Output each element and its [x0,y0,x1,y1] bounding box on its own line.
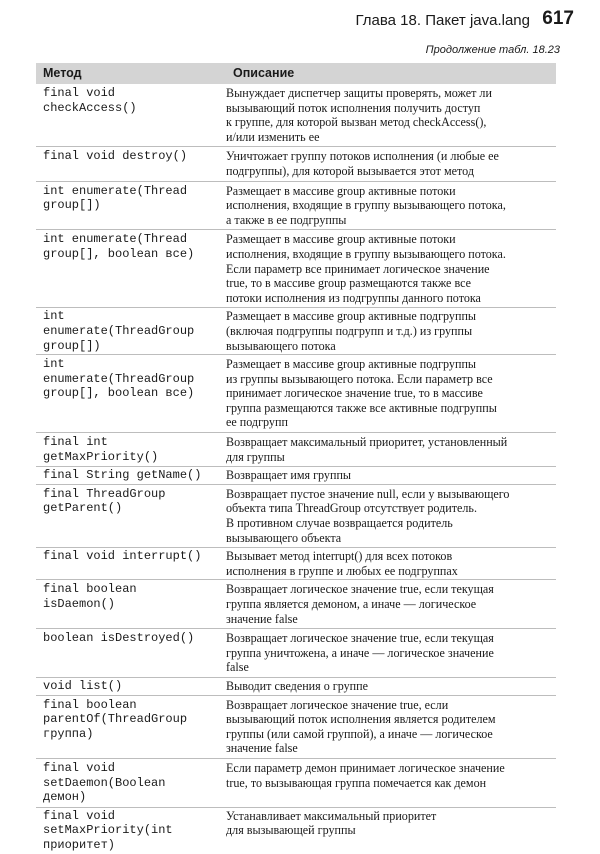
description-line: Устанавливает максимальный приоритет [226,808,437,823]
table-row [36,629,556,678]
method-line: final boolean [43,582,137,597]
description-line: Вынуждает диспетчер защиты проверять, может ли [226,86,492,100]
method-line: final int [43,435,108,450]
method-signature [36,631,226,675]
method-description [226,149,556,178]
method-line: setMaxPriority(int [43,823,173,838]
table-row [36,147,556,181]
description-line: объекта типа ThreadGroup отсутствует родитель. [226,501,477,516]
table-row [36,485,556,548]
description-line: (включая подгруппы подгрупп и т.д.) из группы [226,323,473,338]
description-line: Возвращает пустое значение null, если у вызывающего [226,486,510,501]
description-line: для группы [226,449,285,464]
description-line: группа уничтожена, а иначе — логическое значение [226,645,494,660]
method-line: getParent() [43,501,123,516]
description-line: подгруппы), для которой вызывается этот метод [226,163,474,178]
method-description [226,809,556,853]
description-line: Вызывает метод interrupt() для всех потоков [226,549,453,564]
method-line: final void [43,808,116,823]
method-line: void list() [43,678,123,693]
method-description [226,232,556,305]
method-signature [36,435,226,464]
method-description [226,468,556,483]
description-line: true, то в массиве group размещаются также все [226,276,471,291]
method-signature [36,184,226,228]
description-line: потоки исполнения из подгруппы данного потока [226,290,481,305]
table-row [36,182,556,231]
method-line: final ThreadGroup [43,486,166,501]
method-line: группа) [43,726,94,741]
method-signature [36,232,226,305]
method-signature [36,357,226,430]
method-signature [36,487,226,545]
method-line: int enumerate(Thread [43,232,188,247]
method-line: isDaemon() [43,597,116,611]
method-line: int [43,357,65,372]
description-line: из группы вызывающего потока. Если параметр все [226,371,493,386]
method-line: final void destroy() [43,149,188,164]
method-line: final void [43,760,116,775]
description-line: исполнения, входящие в группу вызывающего потока. [226,246,506,261]
description-line: В противном случае возвращается родитель [226,516,453,531]
description-line: Выводит сведения о группе [226,678,368,693]
description-line: Возвращает логическое значение true, если [226,697,449,712]
method-signature [36,549,226,578]
description-line: исполнения, входящие в группу вызывающего потока, [226,198,506,213]
table-row [36,308,556,355]
method-description [226,679,556,694]
description-line: значение false [226,741,298,756]
description-line: Возвращает максимальный приоритет, установленный [226,435,508,450]
table-row [36,355,556,433]
table-row [36,678,556,696]
column-header-method: Метод [43,66,82,80]
method-signature [36,149,226,178]
method-line: group[], boolean все) [43,246,195,261]
description-line: Размещает в массиве group активные потоки [226,232,456,247]
method-line: boolean isDestroyed() [43,631,195,646]
description-line: исполнения в группе и любых ее подгруппах [226,563,458,578]
table-row [36,759,556,808]
column-header-description: Описание [233,66,295,80]
description-line: Размещает в массиве group активные подгруппы [226,309,477,324]
method-description [226,698,556,756]
description-line: Если параметр демон принимает логическое значение [226,760,505,775]
description-line: к группе, для которой вызван метод checkAccess(), [226,115,487,130]
description-line: принимает логическое значение true, то в массиве [226,386,483,401]
table-row [36,548,556,580]
method-line: final String getName() [43,468,202,483]
description-line: для вызывающей группы [226,823,356,838]
method-description [226,549,556,578]
table-continuation-note: Продолжение табл. 18.23 [425,44,560,56]
table-row [36,467,556,485]
method-line: getMaxPriority() [43,449,159,464]
table-row [36,433,556,467]
description-line: false [226,660,249,675]
method-description [226,357,556,430]
description-line: вызывающий поток исполнения получить доступ [226,100,481,115]
method-description [226,631,556,675]
method-line: final boolean [43,697,137,712]
method-line: int [43,309,65,324]
description-line: Возвращает имя группы [226,468,352,483]
method-line: group[]) [43,338,101,353]
method-signature [36,86,226,144]
description-line: и/или изменить ее [226,129,320,144]
description-line: ее подгрупп [226,415,288,430]
description-line: Размещает в массиве group активные потоки [226,183,456,198]
method-signature [36,761,226,805]
method-line: final void [43,86,116,100]
method-description [226,184,556,228]
table-row [36,696,556,759]
method-description [226,582,556,626]
description-line: Если параметр все принимает логическое значение [226,261,490,276]
method-description [226,435,556,464]
description-line: Возвращает логическое значение true, если текущая [226,582,494,597]
method-line: enumerate(ThreadGroup [43,323,195,338]
description-line: группа размещаются также все активные подгруппы [226,400,497,415]
method-signature [36,468,226,483]
description-line: Уничтожает группу потоков исполнения (и любые ее [226,149,499,164]
method-signature [36,309,226,353]
description-line: вызывающего объекта [226,530,342,545]
method-description [226,761,556,805]
method-line: group[]) [43,198,101,213]
method-line: int enumerate(Thread [43,183,188,198]
table-row [36,808,556,854]
table-row [36,580,556,629]
description-line: вызывающий поток исполнения является родителем [226,712,496,727]
table-body [36,84,556,854]
method-line: демон) [43,790,87,805]
method-description [226,309,556,353]
page-header [0,0,600,40]
method-description [226,487,556,545]
description-line: группы (или самой группой), а иначе — логическое [226,726,493,741]
method-line: parentOf(ThreadGroup [43,712,188,727]
method-signature [36,582,226,626]
method-line: enumerate(ThreadGroup [43,371,195,386]
methods-table [36,63,556,854]
method-signature [36,698,226,756]
page-number: 617 [542,8,574,29]
method-line: group[], boolean все) [43,386,195,401]
description-line: true, то вызывающая группа помечается как демон [226,775,487,790]
method-line: setDaemon(Boolean [43,775,166,790]
description-line: Возвращает логическое значение true, если текущая [226,631,494,646]
method-signature [36,809,226,853]
table-row [36,230,556,308]
description-line: вызывающего потока [226,338,336,353]
method-line: checkAccess() [43,100,137,115]
description-line: Размещает в массиве group активные подгруппы [226,357,477,372]
description-line: а также в ее подгруппы [226,212,347,227]
method-description [226,86,556,144]
table-header [36,63,556,84]
method-signature [36,679,226,694]
method-line: final void interrupt() [43,549,202,564]
method-line: приоритет) [43,837,116,852]
description-line: значение false [226,611,298,626]
description-line: группа является демоном, а иначе — логическое [226,597,477,611]
table-row [36,84,556,147]
chapter-title: Глава 18. Пакет java.lang [355,12,530,29]
